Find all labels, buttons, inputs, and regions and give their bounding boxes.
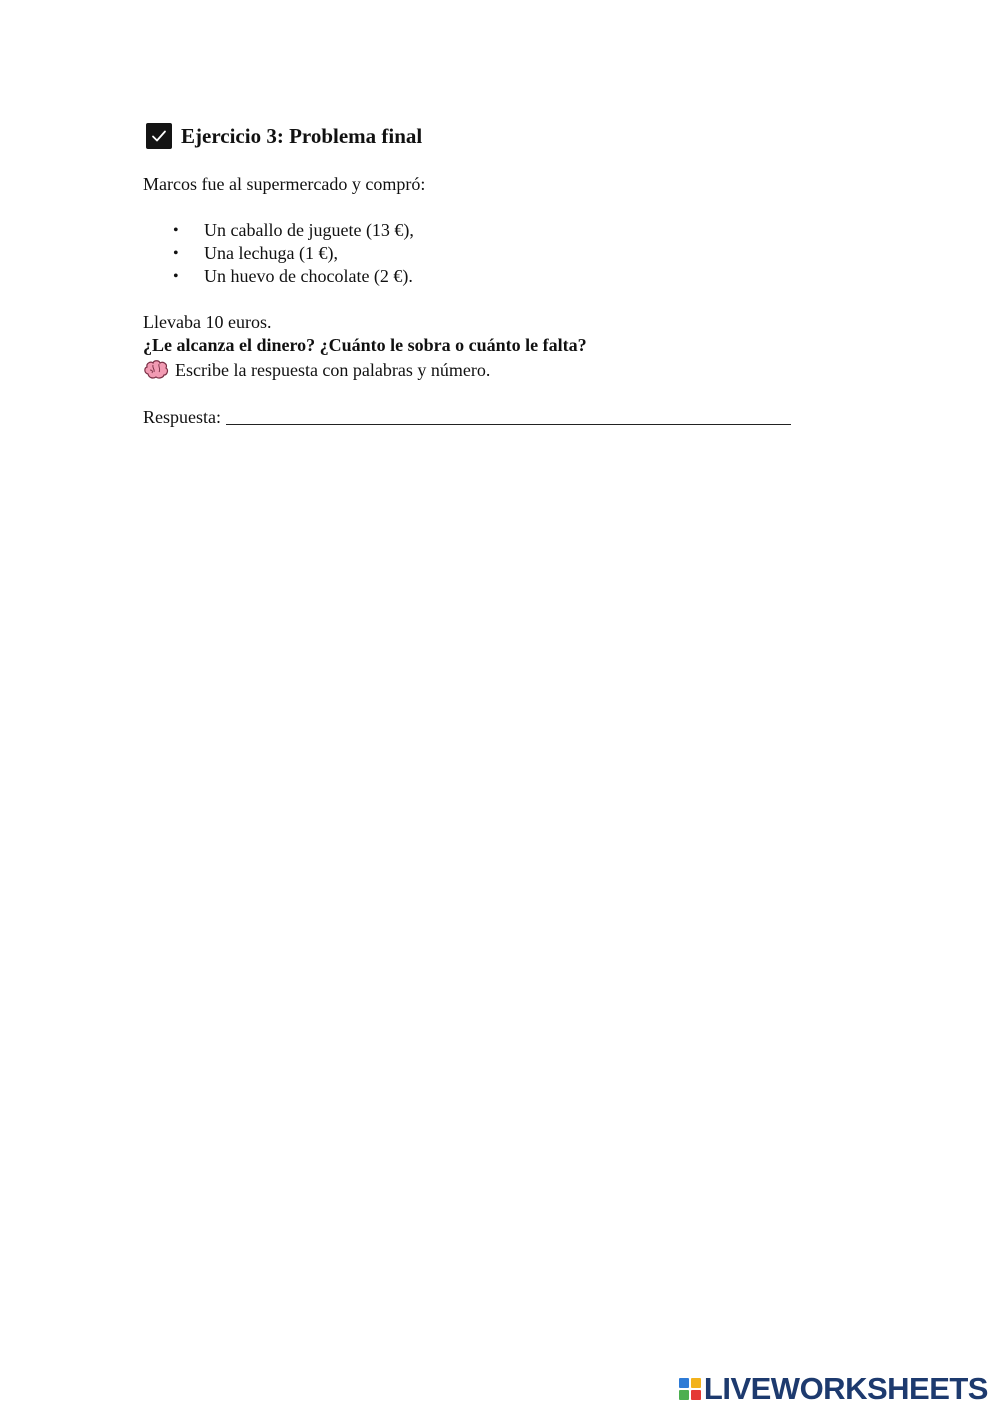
bullet: • (173, 222, 179, 239)
list-item-text: Una lechuga (1 €), (204, 243, 338, 263)
exercise-title: Ejercicio 3: Problema final (181, 124, 423, 148)
brand-name: LIVEWORKSHEETS (703, 1371, 988, 1406)
list-item-text: Un caballo de juguete (13 €), (204, 220, 414, 240)
check-mark-icon (146, 123, 172, 149)
list-item-text: Un huevo de chocolate (2 €). (204, 266, 413, 286)
instruction (143, 357, 863, 383)
answer-row (143, 405, 863, 429)
bullet: • (173, 268, 179, 285)
list-item (143, 219, 863, 242)
bullet: • (173, 245, 179, 262)
exercise-header (143, 118, 863, 154)
money-statement: Llevaba 10 euros. (143, 312, 272, 332)
instruction-text: Escribe la respuesta con palabras y número. (175, 360, 491, 380)
list-item (143, 242, 863, 265)
answer-label: Respuesta: (143, 407, 221, 427)
problem-intro: Marcos fue al supermercado y compró: (143, 174, 426, 194)
answer-input[interactable] (226, 406, 791, 425)
worksheet (143, 118, 863, 429)
purchase-list (143, 219, 863, 288)
brain-icon (143, 359, 169, 381)
question-text: ¿Le alcanza el dinero? ¿Cuánto le sobra o cuánto le falta? (143, 335, 587, 355)
list-item (143, 265, 863, 288)
liveworksheets-brand[interactable] (679, 1372, 988, 1406)
liveworksheets-logo-icon (679, 1378, 701, 1400)
